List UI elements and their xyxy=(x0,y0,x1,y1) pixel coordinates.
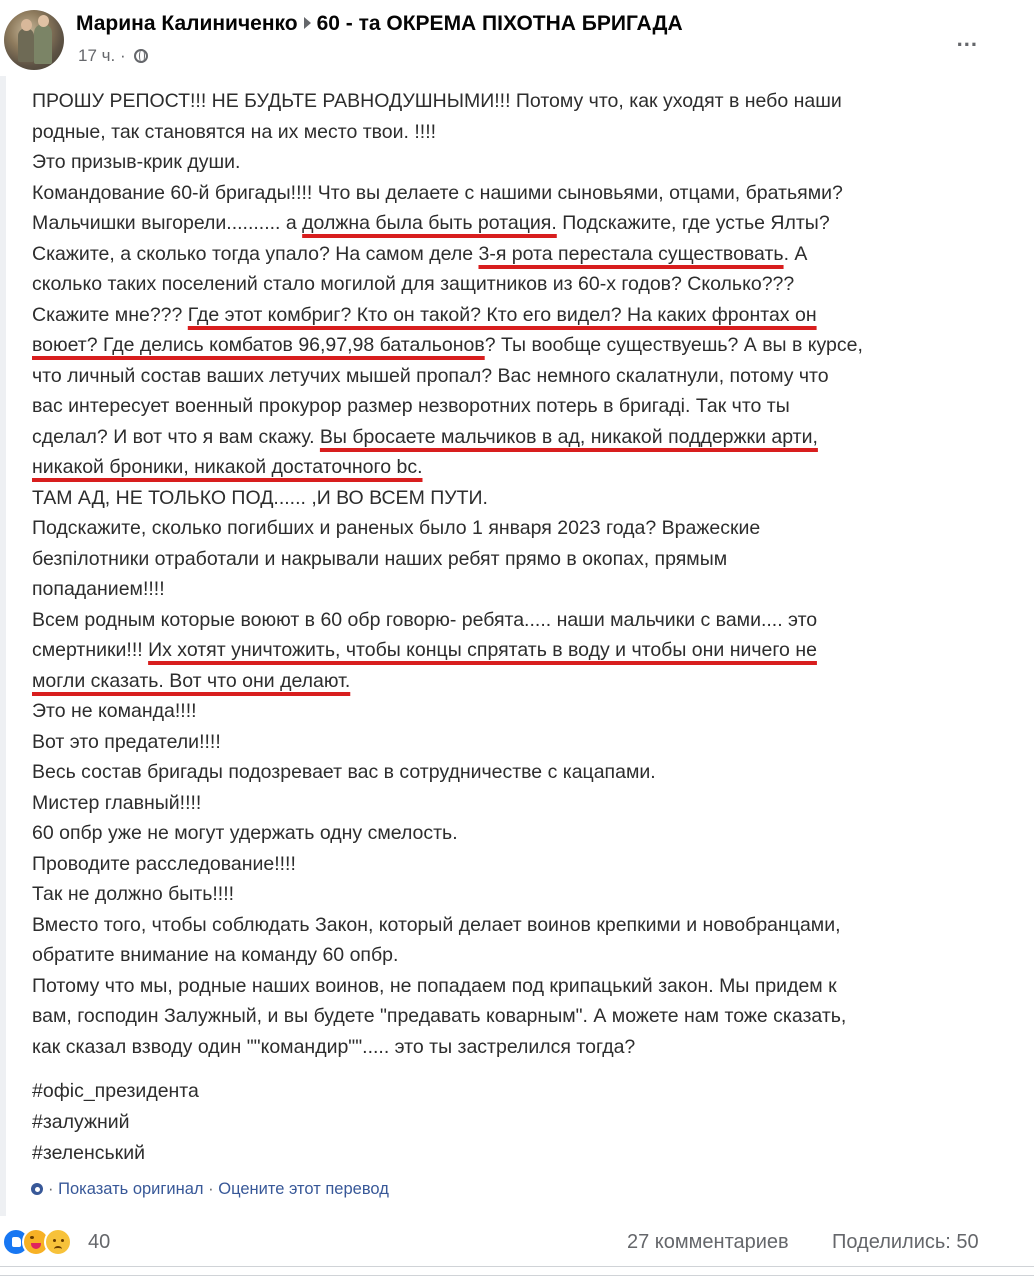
highlighted-text: воюет? Где делись комбатов 96,97,98 батальонов xyxy=(32,334,485,356)
author-avatar[interactable] xyxy=(4,10,64,70)
meta-separator: · xyxy=(119,46,126,65)
text-segment: Подскажите, где устье Ялты? xyxy=(556,212,830,234)
author-name[interactable]: Марина Калиниченко xyxy=(76,12,298,35)
post-footer xyxy=(0,1222,1034,1262)
post-text-line xyxy=(32,910,1002,941)
hashtag-link[interactable]: #офіс_президента xyxy=(32,1080,199,1102)
post-text-line xyxy=(32,757,1002,788)
post-text-line xyxy=(32,269,1002,300)
post-body xyxy=(32,86,1002,1169)
divider xyxy=(0,1275,1034,1276)
highlighted-text: Вы бросаете мальчиков в ад, никакой поддержки арти, xyxy=(319,425,818,448)
post-text-line xyxy=(32,544,1002,575)
hashtags xyxy=(32,1076,1002,1169)
post-text-line xyxy=(32,574,1002,605)
post-text-line xyxy=(32,696,1002,727)
text-segment: вас интересует военный прокурор размер незворотних потерь в бригаді. Так что ты xyxy=(32,395,790,417)
text-segment: родные, так становятся на их место твои. !!!! xyxy=(32,120,437,143)
separator: · xyxy=(48,1180,54,1198)
separator: · xyxy=(208,1180,214,1198)
post-text-line xyxy=(32,788,1002,819)
text-segment: ТАМ АД, НЕ ТОЛЬКО ПОД...... ,И ВО ВСЕМ ПУТИ. xyxy=(32,486,488,509)
post-text-line xyxy=(32,330,1002,361)
text-segment: Вместо того, чтобы соблюдать Закон, который делает воинов крепкими и новобранцами, xyxy=(32,913,841,936)
show-original-link[interactable]: Показать оригинал xyxy=(58,1180,204,1198)
post-text-line xyxy=(32,513,1002,544)
text-segment: как сказал взводу один ""командир""..... это ты застрелился тогда? xyxy=(32,1035,636,1058)
text-segment: Весь состав бригады подозревает вас в сотрудничестве с кацапами. xyxy=(32,761,656,783)
shares-count-link[interactable]: Поделились: 50 xyxy=(832,1231,979,1253)
text-segment: Потому что мы, родные наших воинов, не попадаем под крипацький закон. Мы придем к xyxy=(32,974,837,997)
translation-bar xyxy=(30,1180,389,1199)
text-segment: Вот это предатели!!!! xyxy=(32,730,221,753)
post-text-line xyxy=(32,635,1002,666)
post-text-line xyxy=(32,86,1002,117)
hashtag-link[interactable]: #зеленський xyxy=(32,1142,145,1164)
post-text-line xyxy=(32,452,1002,483)
globe-icon xyxy=(134,49,148,63)
text-segment: вам, господин Залужный, и вы будете "предавать коварным". А можете нам тоже сказать, xyxy=(32,1005,847,1027)
post-text-line xyxy=(32,361,1002,392)
avatar-figure xyxy=(18,28,34,62)
post-meta xyxy=(78,46,148,66)
highlighted-text: 3-я рота перестала существовать xyxy=(478,242,784,265)
text-segment: сколько таких поселений стало могилой для защитников из 60-х годов? Сколько??? xyxy=(32,273,795,295)
text-segment: Подскажите, сколько погибших и раненых было 1 января 2023 года? Вражеские xyxy=(32,517,761,539)
post-text-line xyxy=(32,422,1002,453)
post-title-line xyxy=(76,12,683,36)
reaction-count[interactable]: 40 xyxy=(88,1231,111,1253)
post-text-line xyxy=(32,818,1002,849)
text-segment: смертники!!! xyxy=(32,639,149,661)
highlighted-text: Где этот комбриг? Кто он такой? Кто его видел? На каких фронтах он xyxy=(187,303,817,326)
post-text-line xyxy=(32,483,1002,514)
post-text-line xyxy=(32,391,1002,422)
comments-count-link[interactable]: 27 комментариев xyxy=(627,1231,789,1253)
text-segment: Скажите мне??? xyxy=(32,303,188,326)
text-segment: . А xyxy=(783,242,808,265)
text-segment: Это призыв-крик души. xyxy=(32,151,241,173)
post-text-line xyxy=(32,940,1002,971)
text-segment: Мальчишки выгорели.......... а xyxy=(32,212,303,234)
text-segment: Скажите, а сколько тогда упало? На самом деле xyxy=(32,242,479,265)
post-text-line xyxy=(32,208,1002,239)
post-time[interactable]: 17 ч. xyxy=(78,46,116,65)
post-text-line xyxy=(32,178,1002,209)
post-left-border xyxy=(0,76,6,1216)
post-text-line xyxy=(32,1032,1002,1063)
text-segment: что личный состав ваших летучих мышей пропал? Вас немного скалатнули, потому что xyxy=(32,364,829,387)
post-text-line xyxy=(32,849,1002,880)
triangle-right-icon xyxy=(304,17,311,29)
post-text-line xyxy=(32,300,1002,331)
text-segment: безпілотники отработали и накрывали наших ребят прямо в окопах, прямым xyxy=(32,547,728,570)
post-text-line xyxy=(32,605,1002,636)
rate-translation-link[interactable]: Оцените этот перевод xyxy=(218,1180,389,1198)
text-segment: попаданием!!!! xyxy=(32,578,165,600)
text-segment: ? Ты вообще существуешь? А вы в курсе, xyxy=(484,334,863,356)
avatar-figure xyxy=(38,15,49,27)
highlighted-text: должна была быть ротация. xyxy=(302,212,557,234)
gear-icon[interactable] xyxy=(30,1182,44,1196)
post-text-line xyxy=(32,117,1002,148)
post-text-line xyxy=(32,1001,1002,1032)
text-segment: сделал? И вот что я вам скажу. xyxy=(32,425,320,448)
highlighted-text: Их хотят уничтожить, чтобы концы спрятать в воду и чтобы они ничего не xyxy=(148,639,817,661)
reactions-summary[interactable] xyxy=(2,1228,82,1258)
sad-reaction-icon xyxy=(44,1228,72,1256)
post-text-line xyxy=(32,879,1002,910)
more-options-button[interactable]: ... xyxy=(956,26,978,51)
hashtag-link[interactable]: #залужний xyxy=(32,1111,130,1133)
text-segment: Проводите расследование!!!! xyxy=(32,852,296,875)
post-text-line xyxy=(32,239,1002,270)
post-text-line xyxy=(32,666,1002,697)
text-segment: Мистер главный!!!! xyxy=(32,791,202,814)
text-segment: ПРОШУ РЕПОСТ!!! НЕ БУДЬТЕ РАВНОДУШНЫМИ!!! Потому что, как уходят в небо наши xyxy=(32,90,842,112)
post-text-line xyxy=(32,971,1002,1002)
divider xyxy=(0,1266,1034,1267)
post-header xyxy=(0,0,1034,78)
post-text-line xyxy=(32,147,1002,178)
highlighted-text: никакой броники, никакой достаточного bc. xyxy=(32,456,423,478)
post-lines xyxy=(32,86,1002,1062)
text-segment: Так не должно быть!!!! xyxy=(32,883,235,905)
avatar-figure xyxy=(34,24,52,64)
text-segment: Всем родным которые воюют в 60 обр говорю- ребята..... наши мальчики с вами.... это xyxy=(32,608,818,631)
group-name[interactable]: 60 - та ОКРЕМА ПІХОТНА БРИГАДА xyxy=(316,12,683,35)
avatar-figure xyxy=(21,19,32,31)
highlighted-text: могли сказать. Вот что они делают. xyxy=(32,669,351,692)
post-text-line xyxy=(32,727,1002,758)
text-segment: Это не команда!!!! xyxy=(32,700,197,722)
text-segment: обратите внимание на команду 60 опбр. xyxy=(32,944,399,966)
text-segment: 60 опбр уже не могут удержать одну смелость. xyxy=(32,822,458,844)
text-segment: Командование 60-й бригады!!!! Что вы делаете с нашими сыновьями, отцами, братьями? xyxy=(32,181,843,204)
